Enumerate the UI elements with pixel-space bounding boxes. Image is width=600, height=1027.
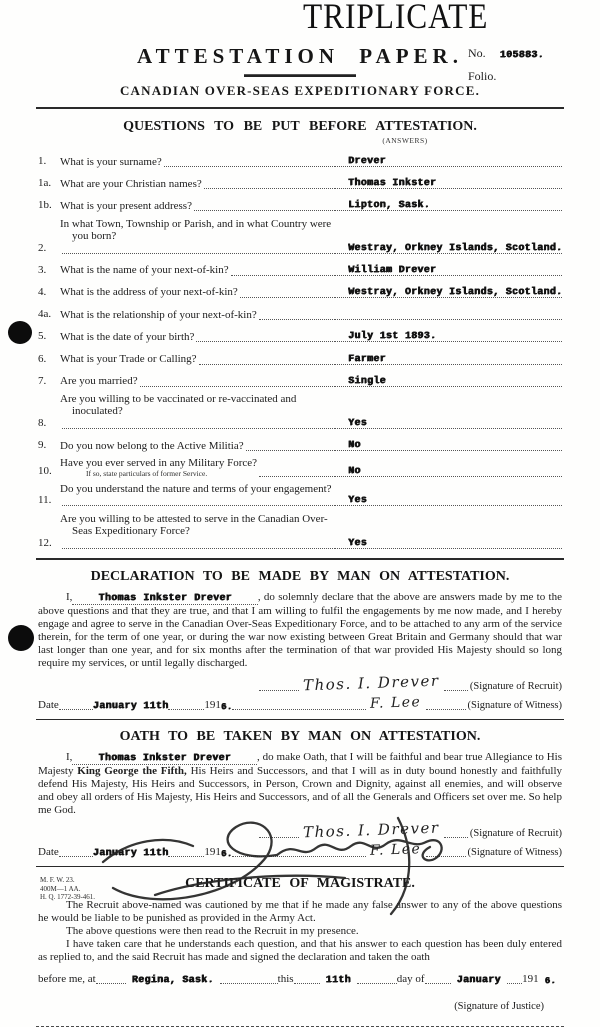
dotted-leader [426,699,466,710]
hole-punch [8,625,34,651]
question-row [38,282,562,299]
question-text: Are you married? [60,375,138,388]
year-printed: 191 [204,845,221,858]
dotted-leader [246,440,333,451]
answer-value: Yes [348,495,367,507]
question-number: 4. [38,285,47,298]
answer-value: No [348,465,361,477]
answer-cell [334,243,562,254]
answer-cell [334,265,562,276]
question-text: What is the relationship of your next-of-kin? [60,308,257,321]
oath-paragraph: I, Thomas Inkster Drever , do make Oath, that I will be faithful and bear true Allegiance to His Majesty King George the Fifth, His Heirs and Successors, and that I will as in duty bound honestly and faithfully defend His Majesty, His Heirs and Successors, in Person, Crown and Dignity, against all enemies, and will observe and obey all orders of His Majesty, His Heirs and Successors, and of all the Generals and Officers set over me. So help me God. [38,750,563,816]
month-typed: January [456,974,501,986]
dotted-leader [231,265,333,276]
declaration-recruit-signature-row [38,671,562,695]
form-code-line: M. F. W. 23. [40,876,75,884]
dotted-leader [164,156,333,167]
year-typed: 6. [220,701,233,712]
dotted-leader [199,354,333,365]
question-row [38,260,562,277]
dotted-leader [62,538,333,549]
certificate-paragraph-1: The Recruit above-named was cautioned by me that if he made any false answer to any of the above questions he would be liable to be punished as provided in the Army Act. [38,898,562,924]
declaration-name: Thomas Inkster Drever [72,593,257,605]
certificate-heading: CERTIFICATE OF MAGISTRATE. [185,875,415,891]
dotted-leader [444,827,468,838]
answer-value: Single [348,375,386,387]
answer-cell [334,319,562,320]
dotted-leader [507,973,522,984]
answer-cell [334,287,562,298]
section-rule [36,558,564,560]
recruit-signature: Thos. I. Drever [303,671,441,695]
question-number: 5. [38,330,47,343]
dotted-leader [259,309,333,320]
question-row [38,349,562,366]
declaration-section [0,569,600,711]
dotted-leader [357,973,397,984]
question-text: In what Town, Township or Parish, and in what Country were you born? [60,217,332,243]
answer-value: Lipton, Sask. [348,200,430,212]
question-row [38,371,562,388]
dotted-leader [232,846,366,857]
questions-section [38,151,562,550]
triplicate-stamp: TRIPLICATE [303,0,489,37]
declaration-paragraph: I, Thomas Inkster Drever , do solemnly declare that the above are answers made by me to the above questions and that they are true, and that I am willing to fulfil the engagements by me now made, and I hereby engage and agree to serve in the Canadian Over-Seas Expeditionary Force, and to be attached to any arm of the service therein, for the term of one year, or during the war now existing between Great Britain and Germany should that war last longer than one year, and for six months after the termination of that war provided His Majesty should so long require my services, or until legally discharged. [38,590,562,669]
answer-value: July 1st 1893. [348,331,437,343]
answer-cell [334,466,562,477]
this-label: this [277,972,294,985]
question-row [38,195,562,212]
question-text: What is your Trade or Calling? [60,353,197,365]
date-typed: January 11th [92,847,169,859]
recruit-signature-label: (Signature of Recruit) [469,680,562,692]
question-row [38,457,562,478]
question-number: 3. [38,263,47,276]
dotted-leader [259,466,333,477]
question-number: 1a. [38,177,52,190]
answer-value: Westray, Orkney Islands, Scotland. [348,242,563,254]
question-number: 7. [38,374,47,387]
question-number: 9. [38,439,47,452]
certificate-before-row [38,973,562,985]
year-typed: 6. [220,848,233,859]
answer-value: No [348,440,361,452]
question-number: 11. [38,494,52,507]
form-codes [40,876,95,902]
question-text: Are you willing to be attested to serve in the Canadian Over-Seas Expeditionary Force? [60,512,328,538]
question-row [38,304,562,321]
before-me-label: before me, at [38,972,96,985]
footer-rule [36,1026,564,1027]
dotted-leader [62,418,333,429]
answer-cell [334,156,562,167]
question-text: Do you now belong to the Active Militia? [60,439,244,452]
force-subtitle: CANADIAN OVER-SEAS EXPEDITIONARY FORCE. [119,83,481,98]
question-number: 10. [38,464,52,477]
declaration-heading: DECLARATION TO BE MADE BY MAN ON ATTESTATION. [90,568,510,584]
question-number: 1b. [38,199,52,212]
dotted-leader [220,973,278,984]
date-label: Date [38,845,59,858]
oath-date-row [38,842,562,858]
dotted-leader [259,680,299,691]
question-row [38,218,562,255]
answer-value: Westray, Orkney Islands, Scotland. [348,286,563,298]
question-text: What is the date of your birth? [60,330,195,343]
dotted-leader [59,846,93,857]
dotted-leader [204,178,333,189]
day-typed: 11th [325,974,351,986]
answers-label: (ANSWERS) [382,136,428,145]
dotted-leader [168,699,204,710]
oath-name: Thomas Inkster Drever [72,753,257,765]
section-rule [36,719,564,720]
oath-section [0,729,600,858]
question-number: 2. [38,241,47,254]
answer-cell [334,418,562,429]
question-row [38,173,562,190]
year-typed: 6. [544,975,556,986]
dotted-leader [194,200,333,211]
certificate-paragraph-3: I have taken care that he understands each question, and that his answer to each question has been duly entered as replied to, and the said Recruit has made and signed the declaration and taken the oath [38,937,562,963]
question-text: What are your Christian names? [60,177,202,190]
dotted-leader [232,699,366,710]
recruit-signature-label: (Signature of Recruit) [469,827,562,839]
witness-signature: F. Lee [369,840,422,859]
witness-signature: F. Lee [369,693,422,712]
day-of-label: day of [396,972,425,985]
declaration-date-row [38,695,562,711]
folio-label: Folio. [468,69,497,83]
answer-cell [334,354,562,365]
dotted-leader [444,680,468,691]
answer-value: Yes [348,537,367,549]
dotted-leader [425,973,451,984]
question-row [38,435,562,452]
recruit-signature: Thos. I. Drever [303,818,441,842]
oath-recruit-signature-row [38,818,562,842]
certificate-paragraph-2: The above questions were then read to the Recruit in my presence. [66,924,359,937]
witness-signature-label: (Signature of Witness) [467,846,562,858]
title-underline [244,74,356,77]
year-printed: 191 [204,698,221,711]
no-value: 105883. [499,50,544,61]
dotted-leader [96,973,126,984]
dotted-leader [426,846,466,857]
dotted-leader [259,827,299,838]
answer-cell [334,376,562,387]
answer-value: Thomas Inkster [348,178,437,190]
question-row [38,483,562,508]
answer-cell [334,200,562,211]
hole-punch [8,321,32,344]
date-typed: January 11th [92,700,169,712]
question-text: What is the name of your next-of-kin? [60,264,229,277]
header-rule [36,107,564,109]
year-printed: 191 [522,972,539,985]
question-text: What is your surname? [60,155,162,168]
place-typed: Regina, Sask. [131,974,214,986]
answer-cell [334,495,562,506]
question-number: 1. [38,155,47,167]
witness-signature-label: (Signature of Witness) [467,699,562,711]
form-code-line: H. Q. 1772-39-461. [40,893,96,901]
document-number-block [468,46,544,84]
question-row [38,151,562,168]
dotted-leader [294,973,320,984]
dotted-leader [62,495,333,506]
question-number: 6. [38,352,47,365]
question-row [38,513,562,550]
question-text: What is your present address? [60,199,192,212]
dotted-leader [59,699,93,710]
form-code-line: 400M—1 AA. [40,884,81,893]
answer-value: William Drever [348,264,437,276]
question-number: 8. [38,416,47,429]
question-subtext: If so, state particulars of former Service. [86,468,208,478]
king-name: King George the Fifth, [77,764,187,777]
no-label: No. [468,46,486,60]
dotted-leader [240,287,333,298]
section-rule [36,866,564,867]
oath-heading: OATH TO BE TAKEN BY MAN ON ATTESTATION. [119,728,481,744]
answer-cell [334,440,562,451]
questions-heading: QUESTIONS TO BE PUT BEFORE ATTESTATION. [123,119,477,134]
question-number: 4a. [38,308,52,321]
justice-signature-label: (Signature of Justice) [454,1000,544,1012]
justice-signature-row [0,1001,544,1012]
answer-cell [334,538,562,549]
question-text: What is the address of your next-of-kin? [60,286,238,299]
answer-cell [334,331,562,342]
question-number: 12. [38,536,52,549]
question-text: Are you willing to be vaccinated or re-vaccinated and inoculated? [60,392,297,418]
dotted-leader [62,243,333,254]
dotted-leader [140,376,333,387]
dotted-leader [168,846,204,857]
question-text: Do you understand the nature and terms of your engagement? [60,482,332,495]
question-row [38,393,562,430]
date-label: Date [38,698,59,711]
answer-value: Drever [348,156,386,167]
answer-value: Yes [348,417,367,429]
dotted-leader [196,331,333,342]
answer-cell [334,178,562,189]
question-text: Have you ever served in any Military Force? If so, state particulars of former Service. [60,457,258,478]
question-row [38,326,562,343]
answer-value: Farmer [348,353,386,365]
page-title: ATTESTATION PAPER. [137,44,463,68]
